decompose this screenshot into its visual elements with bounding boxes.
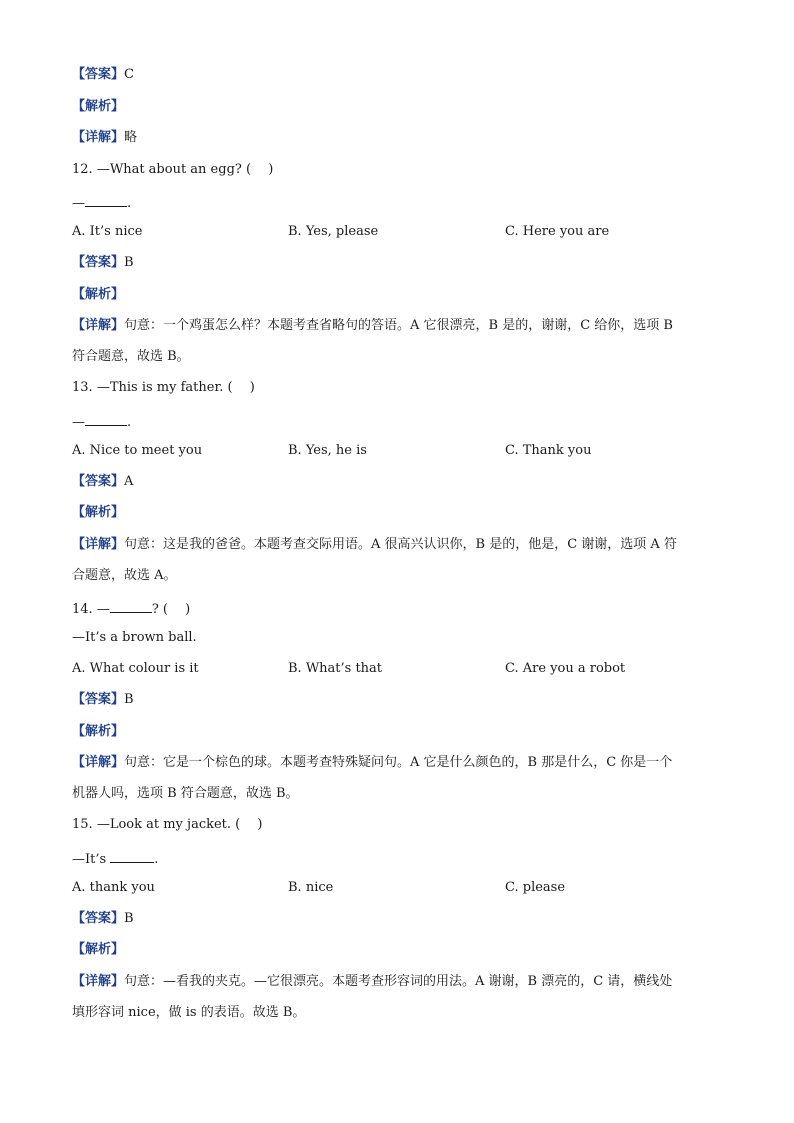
answer-line (72, 66, 134, 84)
answer-blank (85, 192, 127, 207)
detail-text-continued: 填形容词 nice，做 is 的表语。故选 B。 (72, 1005, 306, 1020)
question-text: —Look at my jacket. ( ) (96, 817, 263, 832)
question-number: 13. (72, 380, 93, 395)
answer-tag: 【答案】 (72, 474, 125, 489)
option-c: C. please (505, 880, 566, 895)
detail-line (72, 973, 672, 991)
detail-line (72, 754, 672, 772)
answer-value: B (124, 692, 134, 707)
answer-tag: 【答案】 (72, 911, 125, 926)
question-response (72, 192, 131, 213)
answer-value: C (124, 67, 134, 82)
analysis-tag: 【解析】 (72, 724, 125, 739)
analysis-line (72, 286, 124, 304)
option-a: A. What colour is it (72, 661, 199, 676)
answer-blank (110, 848, 154, 863)
stem-suffix: ? ( ) (151, 602, 191, 617)
option-a: A. It’s nice (72, 224, 143, 239)
question-response: —It’s a brown ball. (72, 630, 197, 645)
detail-text-continued: 符合题意，故选 B。 (72, 349, 190, 364)
answer-line (72, 254, 134, 272)
answer-line (72, 691, 134, 709)
question-stem (72, 598, 190, 619)
detail-text: 句意：一个鸡蛋怎么样？本题考查省略句的答语。A 它很漂亮，B 是的，谢谢，C 给你，选项 B (124, 318, 673, 333)
option-b: B. nice (288, 880, 334, 895)
question-stem (72, 161, 273, 179)
answer-value: A (124, 474, 134, 489)
response-suffix: . (127, 196, 132, 211)
option-b: B. Yes, please (288, 224, 379, 239)
question-response (72, 411, 131, 432)
answer-line (72, 910, 134, 928)
answer-value: B (124, 255, 134, 270)
question-response (72, 848, 158, 869)
analysis-tag: 【解析】 (72, 99, 125, 114)
detail-tag: 【详解】 (72, 130, 125, 145)
option-a: A. thank you (72, 880, 155, 895)
answer-blank (110, 598, 152, 613)
question-number: 14. (72, 602, 93, 617)
detail-text: 句意：它是一个棕色的球。本题考查特殊疑问句。A 它是什么颜色的，B 那是什么，C 你是一个 (124, 755, 673, 770)
answer-tag: 【答案】 (72, 67, 125, 82)
detail-text: 句意：这是我的爸爸。本题考查交际用语。A 很高兴认识你，B 是的，他是，C 谢谢，选项 A 符 (124, 537, 677, 552)
option-c: C. Here you are (505, 224, 610, 239)
analysis-line (72, 941, 124, 959)
analysis-tag: 【解析】 (72, 505, 125, 520)
answer-line (72, 473, 133, 491)
option-a: A. Nice to meet you (72, 443, 203, 458)
question-number: 15. (72, 817, 93, 832)
answer-tag: 【答案】 (72, 255, 125, 270)
response-prefix: —It’s (72, 852, 111, 867)
option-b: B. Yes, he is (288, 443, 367, 458)
question-stem (72, 379, 255, 397)
response-suffix: . (154, 852, 159, 867)
detail-text: 句意：—看我的夹克。—它很漂亮。本题考查形容词的用法。A 谢谢，B 漂亮的，C 请，横线处 (124, 974, 673, 989)
analysis-tag: 【解析】 (72, 942, 125, 957)
detail-line (72, 536, 677, 554)
detail-line (72, 317, 673, 335)
analysis-line (72, 504, 124, 522)
answer-tag: 【答案】 (72, 692, 125, 707)
detail-tag: 【详解】 (72, 318, 125, 333)
question-text: —What about an egg? ( ) (96, 162, 274, 177)
option-b: B. What’s that (288, 661, 383, 676)
response-suffix: . (127, 415, 132, 430)
stem-prefix: — (96, 602, 110, 617)
question-number: 12. (72, 162, 93, 177)
option-c: C. Thank you (505, 443, 592, 458)
detail-text-continued: 合题意，故选 A。 (72, 568, 177, 583)
detail-text: 略 (124, 130, 138, 145)
question-text: —This is my father. ( ) (96, 380, 255, 395)
analysis-line (72, 98, 124, 116)
answer-value: B (124, 911, 134, 926)
analysis-tag: 【解析】 (72, 287, 125, 302)
detail-tag: 【详解】 (72, 537, 125, 552)
detail-text-continued: 机器人吗，选项 B 符合题意，故选 B。 (72, 786, 299, 801)
option-c: C. Are you a robot (505, 661, 626, 676)
answer-blank (85, 411, 127, 426)
detail-line (72, 129, 137, 147)
response-prefix: — (72, 196, 85, 211)
analysis-line (72, 723, 124, 741)
detail-tag: 【详解】 (72, 974, 125, 989)
question-stem (72, 816, 262, 834)
detail-tag: 【详解】 (72, 755, 125, 770)
response-prefix: — (72, 415, 85, 430)
